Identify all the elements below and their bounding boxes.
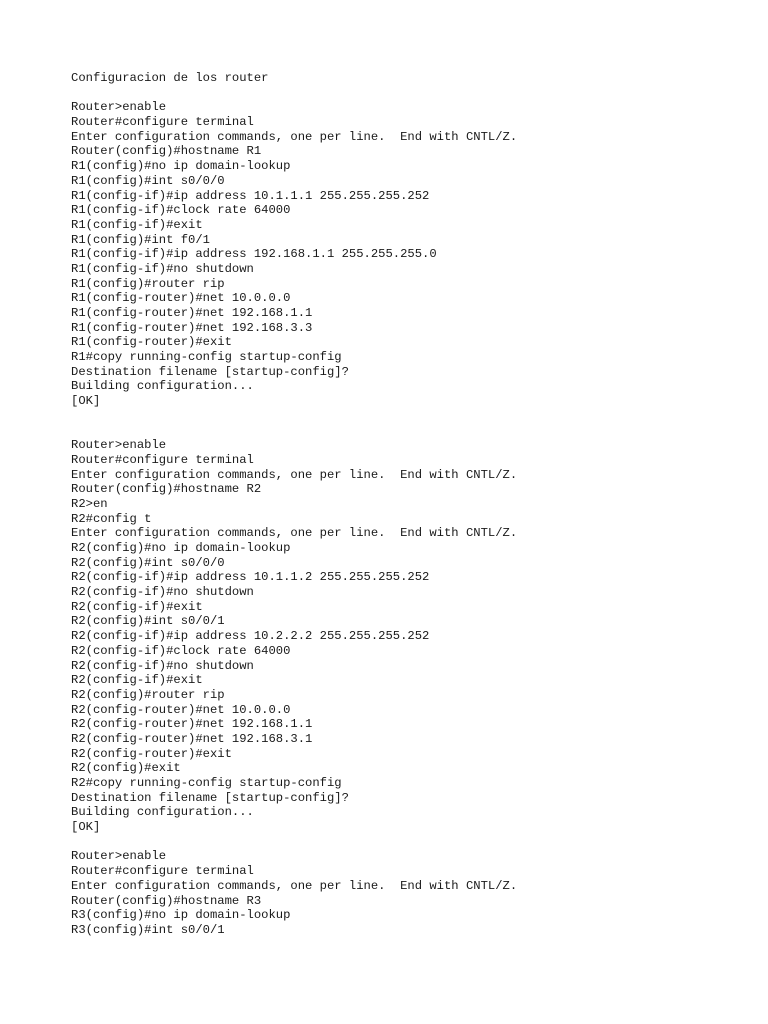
command-line: R2(config-if)#no shutdown — [71, 585, 254, 600]
command-line: Router#configure terminal — [71, 115, 254, 130]
command-line: Destination filename [startup-config]? — [71, 364, 349, 379]
command-line: R2(config-router)#exit — [71, 746, 232, 761]
command-line: Router#configure terminal — [71, 864, 254, 879]
command-line: R2(config-if)#ip address 10.2.2.2 255.255.255.252 — [71, 629, 430, 644]
command-line: R1(config-if)#no shutdown — [71, 261, 254, 276]
command-line: Building configuration... — [71, 379, 254, 394]
command-line: R1(config-if)#ip address 10.1.1.1 255.255.255.252 — [71, 188, 430, 203]
document-page — [71, 71, 748, 938]
command-line: Enter configuration commands, one per line. End with CNTL/Z. — [71, 467, 518, 482]
command-line: R1(config)#no ip domain-lookup — [71, 159, 291, 174]
command-line: R2(config-router)#net 192.168.3.1 — [71, 731, 313, 746]
command-line: R2(config-if)#no shutdown — [71, 658, 254, 673]
command-line: [OK] — [71, 820, 101, 835]
command-line: R3(config)#no ip domain-lookup — [71, 908, 291, 923]
command-line: R2(config)#exit — [71, 761, 181, 776]
block-spacer — [71, 409, 748, 438]
command-line: R1(config-if)#ip address 192.168.1.1 255.255.255.0 — [71, 247, 437, 262]
command-line: R1(config-router)#net 10.0.0.0 — [71, 291, 291, 306]
command-line: R2(config-router)#net 192.168.1.1 — [71, 717, 313, 732]
command-line: Enter configuration commands, one per line. End with CNTL/Z. — [71, 878, 518, 893]
command-line: R1(config-router)#net 192.168.1.1 — [71, 306, 313, 321]
command-line: R2(config)#router rip — [71, 687, 225, 702]
command-line: R3(config)#int s0/0/1 — [71, 922, 225, 937]
command-line: Destination filename [startup-config]? — [71, 790, 349, 805]
command-line: R1(config)#int f0/1 — [71, 232, 210, 247]
command-line: Router>enable — [71, 438, 167, 453]
command-line: [OK] — [71, 394, 101, 409]
command-line: R2>en — [71, 496, 108, 511]
command-line: R2(config-router)#net 10.0.0.0 — [71, 702, 291, 717]
command-line: R1(config-if)#clock rate 64000 — [71, 203, 291, 218]
command-line: R2(config-if)#exit — [71, 599, 203, 614]
command-line: R2(config)#no ip domain-lookup — [71, 541, 291, 556]
command-line: R2(config)#int s0/0/0 — [71, 555, 225, 570]
command-line: R1(config-if)#exit — [71, 217, 203, 232]
command-line: R1(config-router)#exit — [71, 335, 232, 350]
block-spacer — [71, 835, 748, 850]
config-block-r3 — [71, 849, 748, 937]
command-line: Router>enable — [71, 849, 167, 864]
command-line: R2(config-if)#exit — [71, 673, 203, 688]
document-title: Configuracion de los router — [71, 71, 269, 85]
command-line: R1(config-router)#net 192.168.3.3 — [71, 320, 313, 335]
command-line: Enter configuration commands, one per line. End with CNTL/Z. — [71, 526, 518, 541]
command-line: Router#configure terminal — [71, 452, 254, 467]
config-block-r2 — [71, 438, 748, 835]
command-line: Building configuration... — [71, 805, 254, 820]
command-line: R2#copy running-config startup-config — [71, 776, 342, 791]
command-line: R1#copy running-config startup-config — [71, 350, 342, 365]
command-line: R2(config-if)#ip address 10.1.1.2 255.255.255.252 — [71, 570, 430, 585]
command-line: Router(config)#hostname R2 — [71, 482, 262, 497]
command-line: R2(config-if)#clock rate 64000 — [71, 643, 291, 658]
command-line: Router>enable — [71, 100, 167, 115]
command-line: Router(config)#hostname R1 — [71, 144, 262, 159]
command-line: R1(config)#int s0/0/0 — [71, 173, 225, 188]
command-line: Router(config)#hostname R3 — [71, 893, 262, 908]
command-line: Enter configuration commands, one per line. End with CNTL/Z. — [71, 129, 518, 144]
command-line: R2#config t — [71, 511, 152, 526]
command-line: R1(config)#router rip — [71, 276, 225, 291]
config-block-r1 — [71, 100, 748, 408]
command-line: R2(config)#int s0/0/1 — [71, 614, 225, 629]
